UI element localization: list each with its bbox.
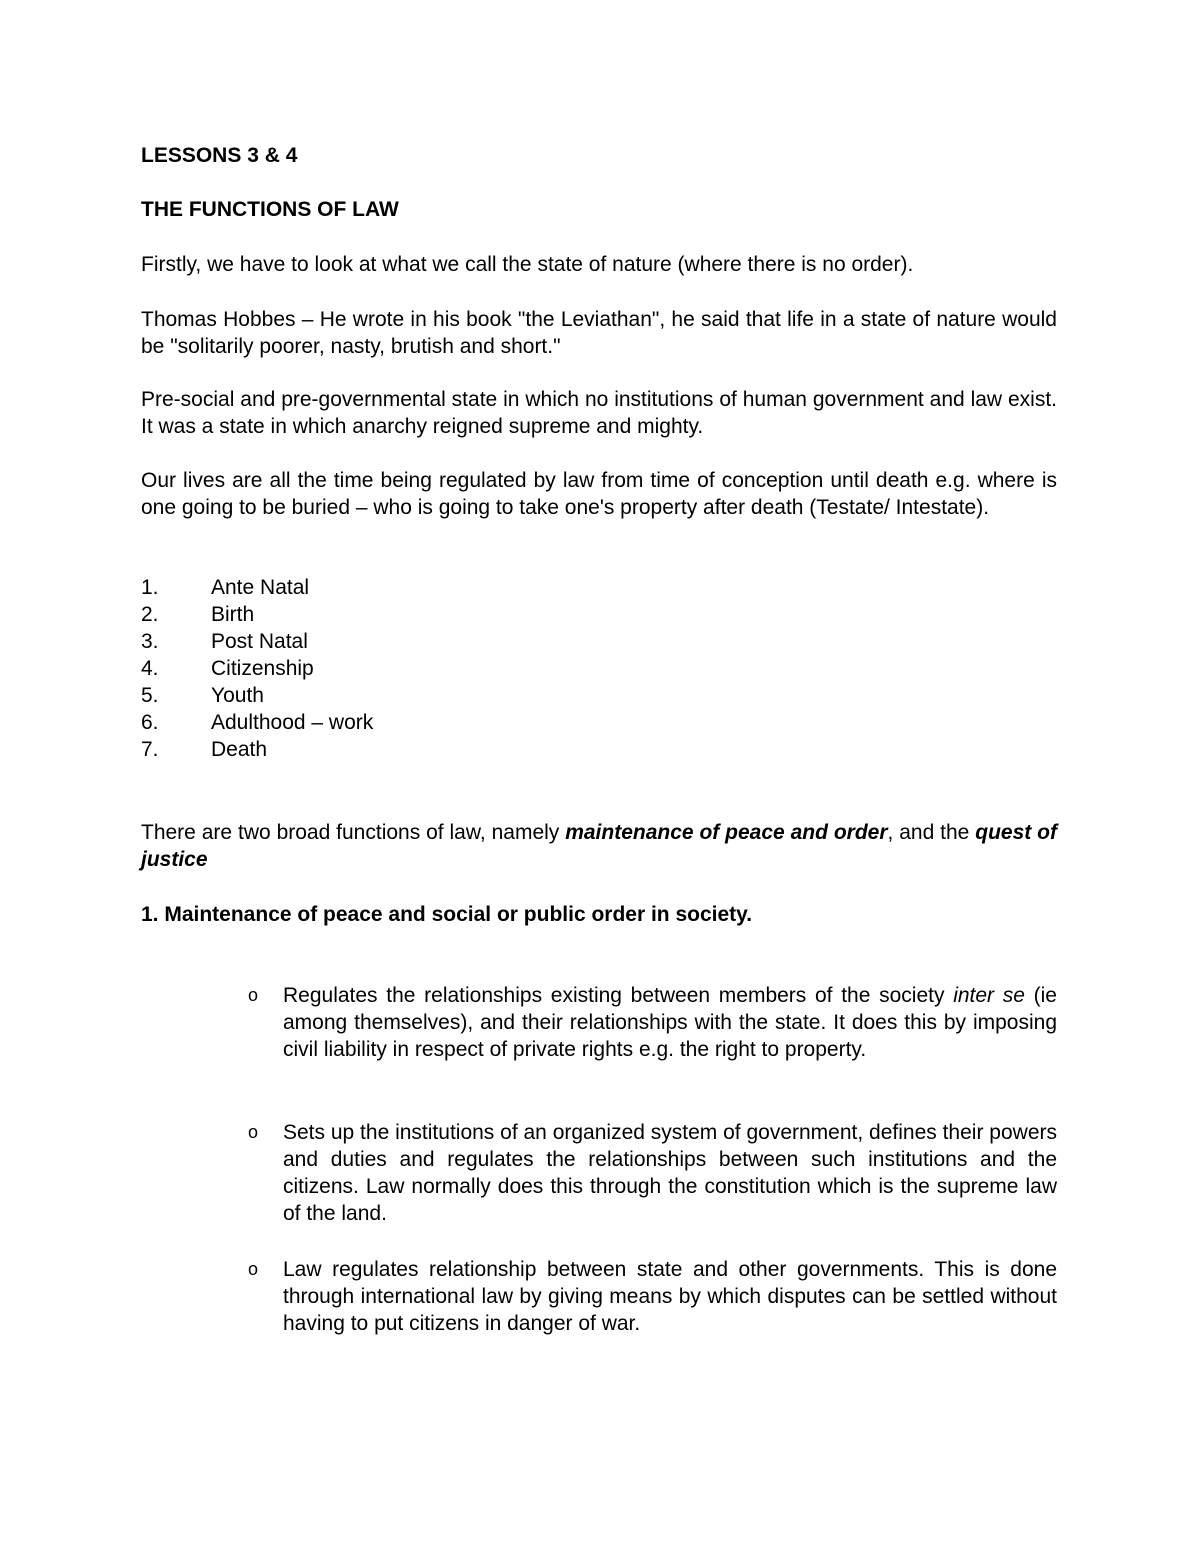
- bullet-text: [283, 982, 1057, 1063]
- list-label: Death: [211, 738, 268, 761]
- list-number: 3.: [141, 630, 159, 653]
- list-number: 7.: [141, 738, 159, 761]
- paragraph-two-functions: [141, 819, 1057, 873]
- intro-connector: , and the: [887, 821, 976, 844]
- list-label: Youth: [211, 684, 264, 707]
- emphasis-peace-order: maintenance of peace and order: [565, 821, 888, 844]
- list-label: Post Natal: [211, 630, 308, 653]
- italic-term: inter se: [953, 984, 1025, 1007]
- list-item: [141, 601, 741, 628]
- list-label: Adulthood – work: [211, 711, 374, 734]
- bullet-marker: o: [248, 1259, 259, 1279]
- intro-text: There are two broad functions of law, namely: [141, 821, 566, 844]
- list-number: 5.: [141, 684, 159, 707]
- list-item: [141, 736, 741, 763]
- paragraph-regulated-lives: Our lives are all the time being regulated by law from time of conception until death e.g. where is one going to be buried – who is going to take one's property after death (Testate/ Intestate).: [141, 469, 1057, 519]
- bullet-text: Law regulates relationship between state and other governments. This is done through international law by giving means by which disputes can be settled without having to put citizens in danger of war.: [283, 1258, 1057, 1335]
- bullet-marker: o: [248, 985, 259, 1005]
- list-item: [141, 655, 741, 682]
- bullet-marker: o: [248, 1122, 259, 1142]
- list-label: Birth: [211, 603, 255, 626]
- list-label: Citizenship: [211, 657, 314, 680]
- list-item: [141, 628, 741, 655]
- bullet-item: [248, 982, 1057, 1063]
- bullet-text-part: Regulates the relationships existing between members of the society: [283, 984, 954, 1007]
- subheading-peace-order: 1. Maintenance of peace and social or public order in society.: [141, 903, 753, 926]
- life-stages-list: [141, 574, 741, 763]
- list-item: [141, 574, 741, 601]
- list-item: [141, 709, 741, 736]
- paragraph-state-of-nature: Firstly, we have to look at what we call the state of nature (where there is no order).: [141, 253, 914, 276]
- bullet-text-part: (ie among themselves), and their relationships with the state. It does this by imposing civil liability in respect of private rights e.g. the right to property.: [283, 984, 1057, 1061]
- bullet-item: [248, 1256, 1057, 1337]
- list-label: Ante Natal: [211, 576, 310, 599]
- lesson-title: LESSONS 3 & 4: [141, 144, 298, 167]
- list-number: 1.: [141, 576, 159, 599]
- bullet-text: Sets up the institutions of an organized system of government, defines their powers and duties and regulates the relationships between such institutions and the citizens. Law normally does this through the constitution which is the supreme law of the land.: [283, 1121, 1057, 1225]
- section-title: THE FUNCTIONS OF LAW: [141, 198, 399, 221]
- emphasis-justice: quest of justice: [141, 821, 1057, 871]
- list-item: [141, 682, 741, 709]
- paragraph-hobbes: Thomas Hobbes – He wrote in his book "the Leviathan", he said that life in a state of nature would be "solitarily poorer, nasty, brutish and short.": [141, 308, 1057, 358]
- list-number: 6.: [141, 711, 159, 734]
- list-number: 4.: [141, 657, 159, 680]
- bullet-item: [248, 1119, 1057, 1227]
- list-number: 2.: [141, 603, 159, 626]
- paragraph-pre-social: Pre-social and pre-governmental state in which no institutions of human government and law exist. It was a state in which anarchy reigned supreme and mighty.: [141, 388, 1057, 438]
